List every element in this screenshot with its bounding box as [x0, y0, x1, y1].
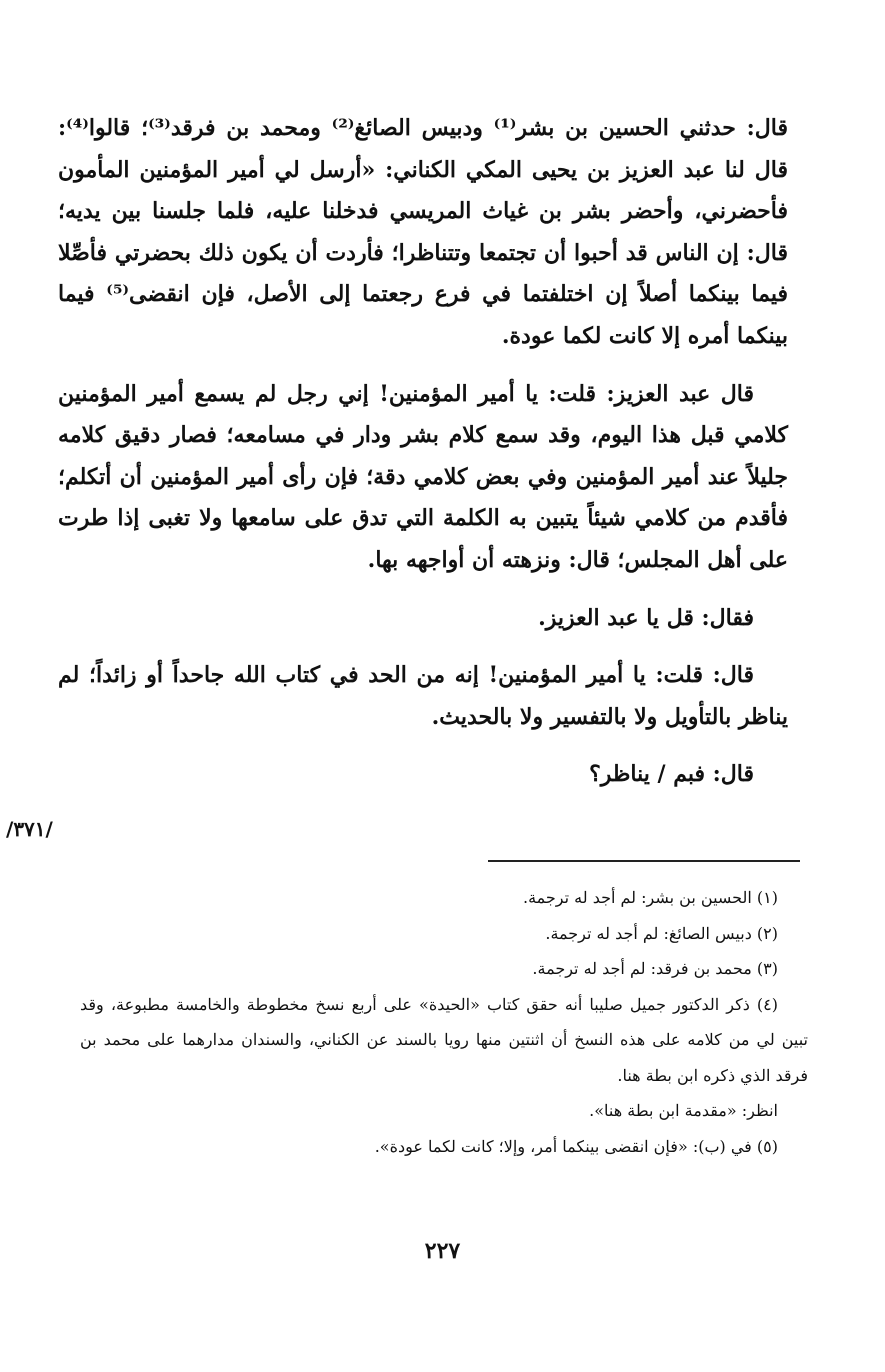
- footnote-1: (١) الحسين بن بشر: لم أجد له ترجمة.: [523, 888, 778, 907]
- page-number: ٢٢٧: [424, 1238, 461, 1264]
- paragraph-4: قال: قلت: يا أمير المؤمنين! إنه من الحد في كتاب الله جاحداً أو زائداً؛ لم يناظر بالتأويل ولا بالتفسير ولا بالحديث.: [58, 662, 788, 730]
- main-text: [58, 108, 788, 796]
- paragraph-3: فقال: قل يا عبد العزيز.: [538, 604, 754, 631]
- footnote-4: (٤) ذكر الدكتور جميل صليبا أنه حقق كتاب «الحيدة» على أربع نسخ مخطوطة والخامسة مطبوعة، وقد تبين لي من كلامه على هذه النسخ أن اثنتين منها رويا بالسند عن الكناني، والسندان مدارهما على محمد بن فرقد الذي ذكره ابن بطة هنا.: [80, 994, 808, 1085]
- paragraph-1: قال: حدثني الحسين بن بشر⁽¹⁾ ودبيس الصائغ⁽²⁾ ومحمد بن فرقد⁽³⁾؛ قالوا⁽⁴⁾: قال لنا عبد العزيز بن يحيى المكي الكناني: «أرسل لي أمير المؤمنين المأمون فأحضرني، وأحضر بشر بن غياث المريسي فدخلنا عليه، فلما جلسنا بين يديه؛ قال: إن الناس قد أحبوا أن تجتمعا وتتناظرا؛ فأردت أن يكون ذلك بحضرتي فأصِّلا فيما بينكما أصلاً إن اختلفتما في فرع رجعتما إلى الأصل، فإن انقضى⁽⁵⁾ فيما بينكما أمره إلا كانت لكما عودة.: [58, 115, 788, 349]
- footnote-4-see-also: انظر: «مقدمة ابن بطة هنا».: [589, 1101, 778, 1120]
- manuscript-page-reference: /٣٧١/: [6, 817, 53, 841]
- paragraph-5: قال: فبم / يناظر؟: [589, 761, 754, 788]
- footnote-3: (٣) محمد بن فرقد: لم أجد له ترجمة.: [532, 959, 778, 978]
- footnote-5: (٥) في (ب): «فإن انقضى بينكما أمر، وإلا؛ كانت لكما عودة».: [374, 1136, 778, 1156]
- footnote-2: (٢) دبيس الصائغ: لم أجد له ترجمة.: [545, 923, 778, 943]
- paragraph-2: قال عبد العزيز: قلت: يا أمير المؤمنين! إني رجل لم يسمع أمير المؤمنين كلامي قبل هذا اليوم، وقد سمع كلام بشر ودار في مسامعه؛ فصار دقيق كلامه جليلاً عند أمير المؤمنين وفي بعض كلامي دقة؛ فإن رأى أمير المؤمنين أن أتكلم؛ فأقدم من كلامي شيئاً يتبين به الكلمة التي تدق على سامعها ولا تغبى إذا طرت على أهل المجلس؛ قال: ونزهته أن أواجهه بها.: [58, 380, 788, 573]
- footnote-separator: [488, 860, 800, 862]
- footnotes: [80, 880, 808, 1164]
